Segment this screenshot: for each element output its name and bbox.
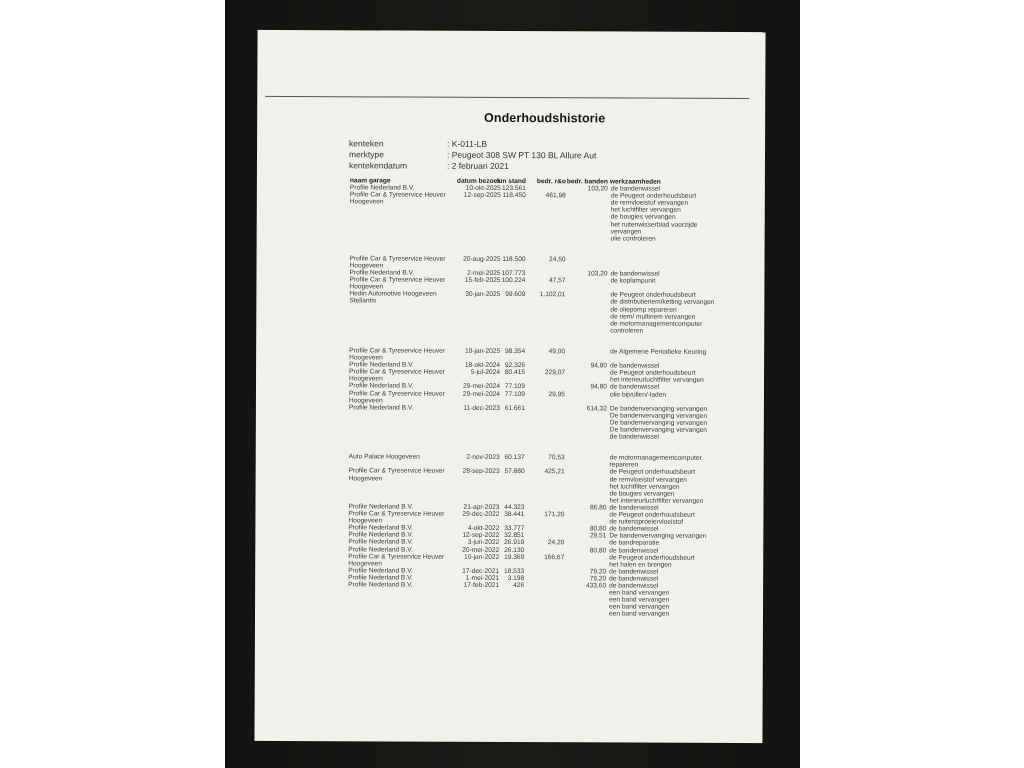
cell-km: 118.450 xyxy=(502,192,526,200)
cell-work: De bandenvervanging vervangen xyxy=(609,412,708,420)
cell-garage: Profile Car & Tyreservice Heuver xyxy=(349,347,446,355)
cell-work: olie controleren xyxy=(610,235,656,243)
cell-km: 426 xyxy=(513,582,525,590)
cell-work: het luchtfilter vervangen xyxy=(609,483,680,491)
column-header-km: km stand xyxy=(496,177,526,186)
cell-date: 20-mei-2022 xyxy=(462,546,500,554)
cell-garage: Profile Nederland B.V. xyxy=(348,382,414,390)
cell-work: de bandenwissel xyxy=(610,270,660,278)
cell-km: 57.880 xyxy=(504,468,525,476)
cell-work: de bandenwissel xyxy=(610,362,660,370)
cell-work: de bandenwissel xyxy=(609,546,659,555)
cell-ro: 171,20 xyxy=(544,511,565,519)
cell-work: de riem/ multiriem vervangen xyxy=(610,313,696,321)
document-page xyxy=(254,30,765,743)
cell-date: 2-nov-2023 xyxy=(466,453,500,462)
cell-date: 12-sep-2025 xyxy=(463,191,501,200)
cell-work: een band vervangen xyxy=(608,610,670,619)
cell-work: het halen en brengen xyxy=(609,561,672,569)
cell-work: de Peugeot onderhoudsbeurt xyxy=(610,369,696,377)
cell-work: de Peugeot onderhoudsbeurt xyxy=(610,192,697,200)
cell-garage: Profile Nederland B.V. xyxy=(348,567,413,575)
info-label-kenteken: kenteken xyxy=(349,138,384,149)
cell-date: 30-jan-2025 xyxy=(465,291,501,299)
cell-work: de oliepomp repareren xyxy=(610,305,677,314)
cell-km: 44.323 xyxy=(504,503,525,511)
cell-km: 100.224 xyxy=(501,277,526,285)
cell-km: 60.137 xyxy=(504,454,525,462)
info-label-merktype: merktype xyxy=(348,149,385,160)
cell-ro: 425,21 xyxy=(544,468,565,476)
cell-work: een band vervangen xyxy=(609,603,670,611)
cell-work: een band vervangen xyxy=(609,596,670,604)
cell-garage: Profile Nederland B.V. xyxy=(348,581,413,589)
cell-work: De bandenvervanging vervangen xyxy=(609,426,707,434)
cell-date: 2-mei-2025 xyxy=(467,269,501,277)
cell-tyres: 79,20 xyxy=(589,575,607,583)
cell-ro: 29,95 xyxy=(548,390,565,398)
cell-garage: Stellantis xyxy=(349,297,377,305)
cell-work: de bandenwissel xyxy=(609,504,659,512)
cell-ro: 166,67 xyxy=(544,553,565,561)
cell-km: 32.851 xyxy=(504,532,525,540)
cell-work: de bandenwissel xyxy=(609,383,660,392)
cell-work: het interieurluchtfilter vervangen xyxy=(609,497,704,505)
cell-garage: Profile Car & Tyreservice Heuver xyxy=(348,389,445,398)
cell-garage: Profile Nederland B.V. xyxy=(348,538,413,546)
cell-work: olie bijvullen/-laden xyxy=(609,390,667,399)
cell-garage: Profile Car & Tyreservice Heuver xyxy=(348,552,445,561)
cell-work: de Algemene Periodieke Keuring xyxy=(610,348,707,356)
cell-date: 1-mei-2021 xyxy=(465,574,500,582)
cell-work: de bandenwissel xyxy=(609,525,659,533)
cell-work: het luchtfilter vervangen xyxy=(610,206,681,215)
cell-work: de bougies vervangen xyxy=(609,490,675,498)
cell-work: de motormanagementcomputer xyxy=(609,454,702,463)
cell-work: repareren xyxy=(609,461,639,469)
cell-km: 38.441 xyxy=(504,510,525,519)
cell-date: 20-aug-2025 xyxy=(463,255,501,263)
cell-work: de bandreparatie xyxy=(609,539,660,548)
cell-garage: Hoogeveen xyxy=(348,559,382,568)
cell-garage: Profile Nederland B.V. xyxy=(348,524,414,532)
cell-date: 10-jan-2025 xyxy=(464,347,501,355)
cell-tyres: 80,80 xyxy=(589,525,607,533)
cell-work: de Peugeot onderhoudsbeurt xyxy=(609,554,695,562)
info-label-kentekendatum: kentekendatum xyxy=(348,160,408,171)
cell-work: De bandenvervanging vervangen xyxy=(609,419,708,427)
cell-ro: 70,53 xyxy=(548,454,565,462)
info-value-kentekendatum: : 2 februari 2021 xyxy=(446,160,509,171)
cell-work: de Peugeot onderhoudsbeurt xyxy=(609,468,696,477)
cell-date: 12-sep-2022 xyxy=(462,532,500,540)
cell-work: de ruitensproeiervloeistof xyxy=(609,518,684,526)
cell-km: 98.354 xyxy=(504,347,526,355)
cell-work: de motormanagementcomputer xyxy=(610,320,703,328)
cell-garage: Hoogeveen xyxy=(348,396,383,405)
cell-work: de bougies vervangen xyxy=(610,213,676,222)
cell-tyres: 94,80 xyxy=(590,362,608,370)
cell-garage: Profile Car & Tyreservice Heuver xyxy=(349,191,446,199)
cell-work: De bandenvervanging vervangen xyxy=(609,532,707,541)
page-title: Onderhoudshistorie xyxy=(484,110,606,126)
cell-km: 61.661 xyxy=(504,404,525,412)
cell-date: 5-jul-2024 xyxy=(470,369,501,377)
cell-date: 10-okt-2025 xyxy=(465,184,501,192)
cell-date: 17-feb-2021 xyxy=(463,581,500,589)
cell-ro: 49,00 xyxy=(548,348,566,356)
cell-km: 26.919 xyxy=(504,539,525,547)
cell-garage: Hoogeveen xyxy=(349,283,384,291)
cell-work: een band vervangen xyxy=(609,589,670,597)
cell-ro: 47,57 xyxy=(548,277,566,285)
cell-garage: Profile Car & Tyreservice Heuver xyxy=(348,510,445,518)
cell-work: de bandenwissel xyxy=(610,185,661,193)
cell-work: controleren xyxy=(610,327,644,335)
cell-ro: 24,50 xyxy=(549,255,566,264)
cell-km: 123.561 xyxy=(502,184,526,193)
cell-garage: Hoogeveen xyxy=(349,198,384,206)
cell-garage: Profile Nederland B.V. xyxy=(348,545,413,554)
cell-km: 92.326 xyxy=(504,362,526,370)
cell-garage: Profile Car & Tyreservice Heuver xyxy=(349,276,446,284)
cell-km: 99.609 xyxy=(505,291,526,299)
cell-work: de koplampunit xyxy=(610,277,656,285)
cell-garage: Profile Car & Tyreservice Heuver xyxy=(349,368,445,376)
cell-work: de bandenwissel xyxy=(609,575,659,583)
cell-date: 18-okt-2024 xyxy=(464,361,501,370)
cell-tyres: 86,80 xyxy=(589,504,607,512)
column-header-tyres: bedr. banden xyxy=(566,178,608,186)
cell-garage: Hoogeveen xyxy=(349,262,384,270)
cell-work: de Peugeot onderhoudsbeurt xyxy=(610,291,696,300)
cell-date: 15-feb-2025 xyxy=(464,276,501,285)
cell-work: de remvloeistof vervangen xyxy=(610,199,689,207)
cell-garage: Auto Palace Hoogeveen xyxy=(348,453,420,461)
cell-garage: Profile Nederland B.V. xyxy=(348,574,413,582)
cell-garage: Profile Nederland B.V. xyxy=(349,361,414,369)
cell-tyres: 94,80 xyxy=(590,383,608,391)
cell-tyres: 433,60 xyxy=(585,582,607,590)
cell-date: 28-sep-2023 xyxy=(462,468,500,476)
cell-work: vervangen xyxy=(610,228,642,236)
cell-km: 19.369 xyxy=(504,553,525,561)
cell-date: 3-jun-2022 xyxy=(467,539,500,547)
cell-ro: 24,20 xyxy=(547,539,565,547)
cell-tyres: 103,20 xyxy=(587,185,608,193)
cell-work: de bandenwissel xyxy=(609,582,659,590)
cell-date: 29-mei-2024 xyxy=(462,390,500,398)
cell-work: De bandenvervanging vervangen xyxy=(609,405,708,413)
cell-work: de Peugeot onderhoudsbeurt xyxy=(609,511,695,519)
cell-tyres: 103,20 xyxy=(587,270,608,278)
cell-garage: Profile Nederland B.V. xyxy=(348,403,414,412)
cell-km: 77.109 xyxy=(504,383,526,391)
cell-date: 4-okt-2022 xyxy=(467,525,500,533)
cell-km: 80.415 xyxy=(504,369,526,377)
cell-tyres: 29,51 xyxy=(589,532,607,540)
info-value-merktype: : Peugeot 308 SW PT 130 BL Allure Aut xyxy=(446,149,597,161)
cell-garage: Profile Nederland B.V. xyxy=(348,531,414,539)
cell-date: 10-jan-2022 xyxy=(464,553,500,561)
cell-work: de bandenwissel xyxy=(609,568,659,576)
cell-garage: Profile Nederland B.V. xyxy=(349,269,415,277)
header-rule xyxy=(265,96,749,99)
column-header-date: datum bezoek xyxy=(456,177,501,185)
cell-work: de distributieriem/ketting vervangen xyxy=(610,298,715,307)
column-header-work: werkzaamheden xyxy=(609,178,661,186)
cell-garage: Profile Car & Tyreservice Heuver xyxy=(349,255,446,263)
cell-date: 17-dec-2021 xyxy=(462,567,500,575)
cell-garage: Profile Nederland B.V. xyxy=(349,184,415,192)
cell-date: 21-apr-2023 xyxy=(463,503,500,511)
cell-km: 3.198 xyxy=(507,574,525,582)
cell-km: 33.777 xyxy=(504,525,525,533)
cell-garage: Hoogeveen xyxy=(349,354,383,362)
cell-garage: Hedin Automotive Hoogeveen xyxy=(349,290,437,298)
cell-km: 77.109 xyxy=(504,390,525,398)
cell-garage: Hoogeveen xyxy=(348,474,383,482)
cell-km: 18.533 xyxy=(504,567,525,575)
cell-tyres: 79,20 xyxy=(589,568,607,576)
cell-garage: Profile Car & Tyreservice Heuver xyxy=(348,467,445,476)
info-value-kenteken: : K-011-LB xyxy=(447,138,488,149)
cell-date: 11-dec-2023 xyxy=(463,404,500,412)
cell-ro: 229,07 xyxy=(544,369,566,377)
cell-work: de bandenwissel xyxy=(609,433,659,441)
cell-work: de remvloeistof vervangen xyxy=(609,475,687,484)
cell-date: 29-mei-2024 xyxy=(462,383,501,391)
cell-garage: Profile Nederland B.V. xyxy=(348,503,414,511)
cell-tyres: 614,32 xyxy=(586,405,607,413)
cell-km: 26.130 xyxy=(504,546,525,554)
column-header-garage: naam garage xyxy=(349,177,391,185)
cell-garage: Hoogeveen xyxy=(349,375,383,383)
cell-garage: Hoogeveen xyxy=(348,517,383,525)
cell-ro: 461,98 xyxy=(545,192,566,200)
cell-work: het interieurluchtfilter vervangen xyxy=(610,376,704,385)
cell-tyres: 80,80 xyxy=(589,546,607,554)
cell-date: 29-dec-2022 xyxy=(462,510,500,518)
column-header-ro: bedr. r&o xyxy=(536,178,566,186)
cell-km: 107.773 xyxy=(501,269,526,278)
cell-km: 118.500 xyxy=(502,255,526,263)
cell-work: het ruitenwisserblad voorzijde xyxy=(610,220,698,229)
cell-ro: 1.102,01 xyxy=(539,291,566,299)
